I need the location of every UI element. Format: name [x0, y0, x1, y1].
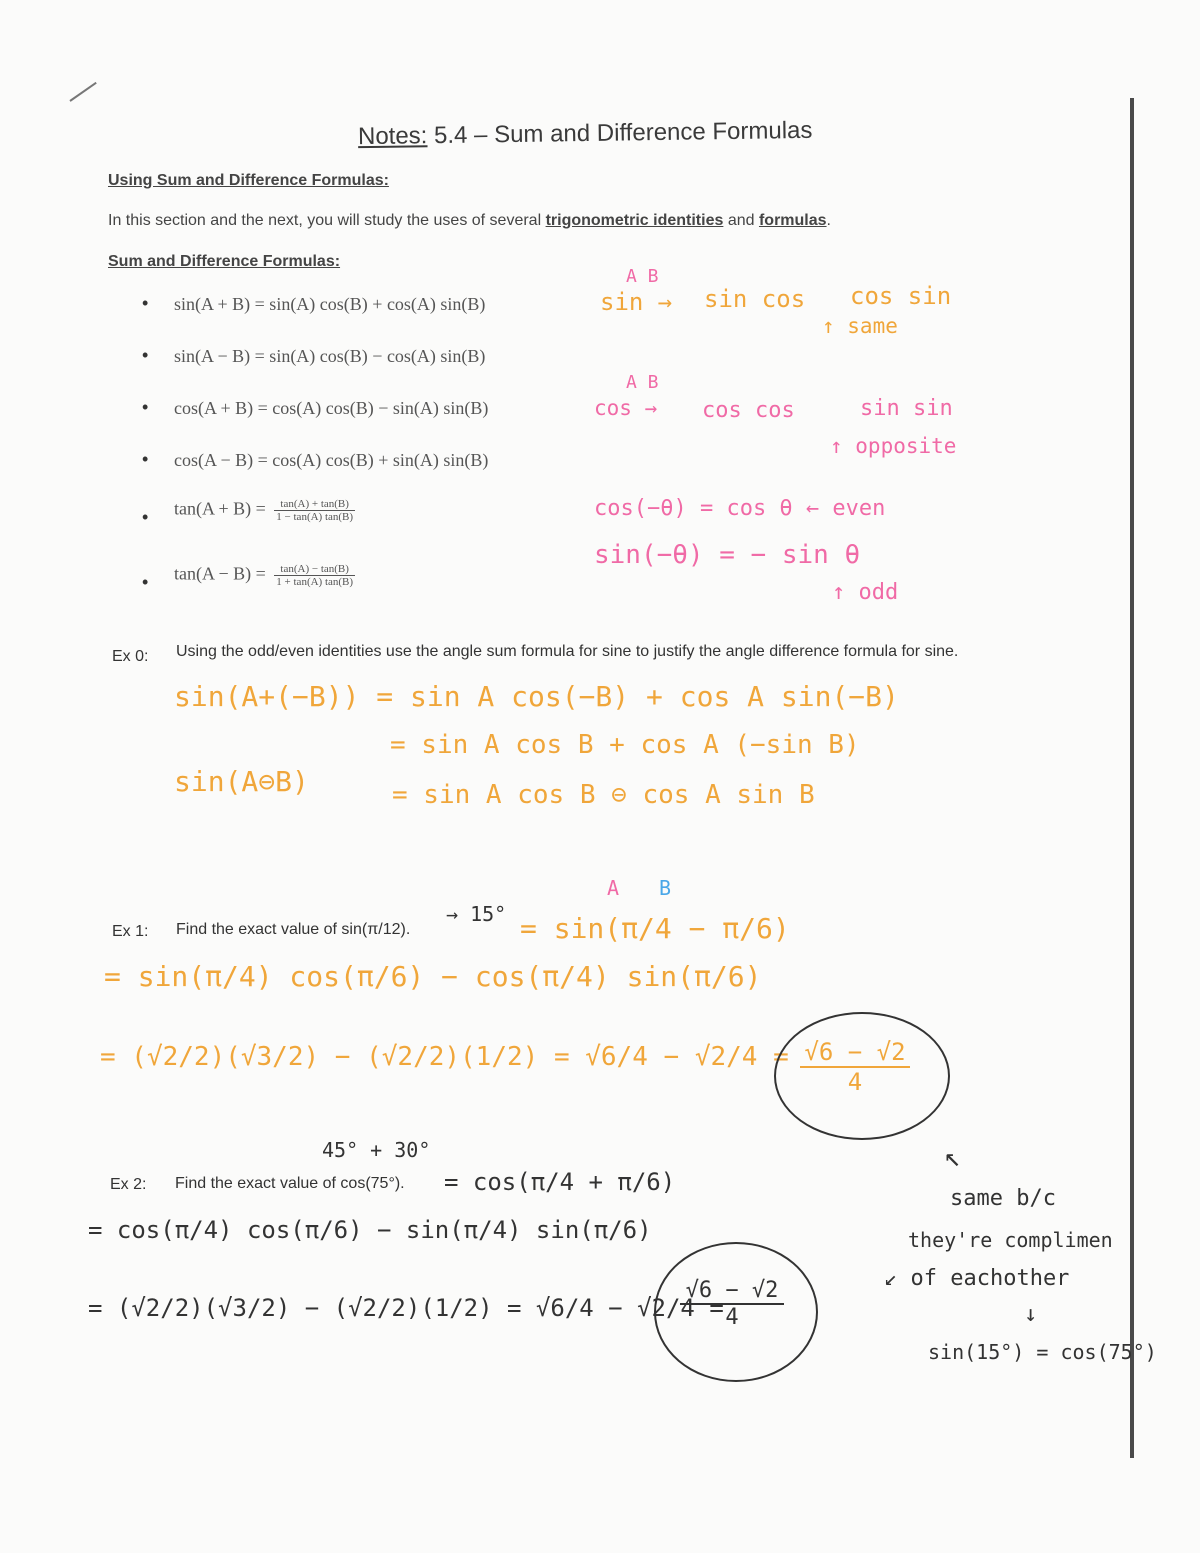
bullet: •: [142, 345, 149, 365]
ex0-line1: sin(A+(−B)) = sin A cos(−B) + cos A sin(−B): [174, 680, 899, 713]
formula-tan-sum: [174, 498, 355, 523]
ex2-line1: = cos(π/4) cos(π/6) − sin(π/4) sin(π/6): [88, 1216, 652, 1244]
paper-edge: [1130, 98, 1134, 1458]
intro-link-identities: trigonometric identities: [545, 212, 724, 229]
tan-sum-fraction: [274, 498, 355, 523]
tan-diff-num: tan(A) − tan(B): [274, 563, 355, 576]
intro-text: [108, 212, 831, 230]
formula-sin-sum: sin(A + B) = sin(A) cos(B) + cos(A) sin(B): [174, 294, 486, 314]
title-rest: 5.4 – Sum and Difference Formulas: [427, 116, 813, 150]
tan-sum-den: 1 − tan(A) tan(B): [276, 511, 354, 523]
ex2-answer-den: 4: [725, 1305, 739, 1330]
formula-tan-diff: [174, 563, 355, 588]
bullet: •: [142, 449, 149, 469]
ex1-arrow: → 15°: [446, 902, 507, 926]
formula-cos-sum: cos(A + B) = cos(A) cos(B) − sin(A) sin(B): [174, 398, 489, 418]
tan-diff-fraction: [274, 563, 355, 588]
note-odd: ↑ odd: [832, 580, 899, 605]
bullet: •: [142, 507, 149, 527]
ex0-line2: = sin A cos B + cos A (−sin B): [390, 730, 860, 760]
note-sinsin: sin sin: [860, 396, 953, 421]
bullet: •: [142, 572, 149, 592]
section-heading-using: Using Sum and Difference Formulas:: [108, 172, 389, 189]
bullet: •: [142, 397, 149, 417]
tan-sum-lhs: tan(A + B) =: [174, 498, 266, 519]
ex0-prompt: Using the odd/even identities use the angle sum formula for sine to justify the angle difference formula for sine.: [176, 643, 959, 660]
note-same: ↑ same: [822, 314, 898, 338]
formula-sin-diff: sin(A − B) = sin(A) cos(B) − cos(A) sin(B): [174, 346, 486, 366]
note-sincos: sin cos: [704, 285, 806, 313]
note-coscos: cos cos: [702, 398, 795, 423]
ex0-label: Ex 0:: [112, 648, 149, 665]
tan-sum-num: tan(A) + tan(B): [274, 498, 355, 511]
ex2-prompt: Find the exact value of cos(75°).: [175, 1175, 405, 1192]
note-cos-arrow: cos →: [594, 396, 658, 420]
tan-diff-den: 1 + tan(A) tan(B): [276, 576, 354, 588]
ex1-eq: = sin(π/4 − π/6): [520, 912, 790, 945]
ex2-above: 45° + 30°: [322, 1138, 431, 1162]
ex2-answer-num: √6 − √2: [680, 1278, 784, 1305]
intro-pre: In this section and the next, you will study the uses of several: [108, 212, 546, 229]
section-heading-formulas: Sum and Difference Formulas:: [108, 253, 341, 270]
note-opposite: ↑ opposite: [830, 434, 957, 458]
ex1-line2: = (√2/2)(√3/2) − (√2/2)(1/2) = √6/4 − √2/4 =: [100, 1042, 789, 1072]
pencil-mark: [69, 82, 96, 102]
note-cossin: cos sin: [850, 282, 952, 310]
ex2-eq: = cos(π/4 + π/6): [444, 1168, 676, 1196]
intro-end: .: [826, 212, 831, 229]
ex2-label: Ex 2:: [110, 1176, 147, 1193]
page-title: [358, 117, 813, 151]
ex1-answer-den: 4: [847, 1068, 863, 1096]
intro-link-formulas: formulas: [758, 212, 827, 229]
ex0-side: sin(A⊖B): [174, 765, 309, 798]
ex1-answer: [800, 1038, 910, 1096]
note-sin-arrow: sin →: [600, 288, 673, 316]
side-note-l3: ↙ of eachother: [884, 1266, 1070, 1291]
ex2-line2: = (√2/2)(√3/2) − (√2/2)(1/2) = √6/4 − √2/4 =: [88, 1294, 724, 1322]
side-note-l4: sin(15°) = cos(75°): [928, 1340, 1157, 1364]
ex2-answer: [680, 1278, 784, 1330]
note-even-line: cos(−θ) = cos θ ← even: [594, 496, 886, 521]
ex1-prompt: Find the exact value of sin(π/12).: [176, 921, 411, 938]
side-note-l2: they're complimen: [908, 1228, 1113, 1252]
ex0-line3: = sin A cos B ⊖ cos A sin B: [392, 780, 815, 810]
ex1-label: Ex 1:: [112, 923, 149, 940]
side-arrow-up: ↖: [944, 1140, 961, 1173]
note-ab1: A B: [626, 266, 659, 287]
title-notes: Notes:: [357, 122, 428, 151]
ex1-answer-num: √6 − √2: [800, 1038, 910, 1068]
ex1-ab: A B: [607, 876, 672, 900]
intro-mid: and: [723, 212, 759, 229]
side-arrow-down: ↓: [1024, 1302, 1038, 1327]
ex1-line1: = sin(π/4) cos(π/6) − cos(π/4) sin(π/6): [104, 960, 762, 993]
formula-cos-diff: cos(A − B) = cos(A) cos(B) + sin(A) sin(B): [174, 450, 489, 470]
side-note-l1: same b/c: [950, 1186, 1056, 1211]
note-odd-line: sin(−θ) = − sin θ: [594, 540, 861, 570]
tan-diff-lhs: tan(A − B) =: [174, 563, 266, 584]
note-ab2: A B: [626, 372, 659, 393]
bullet: •: [142, 293, 149, 313]
